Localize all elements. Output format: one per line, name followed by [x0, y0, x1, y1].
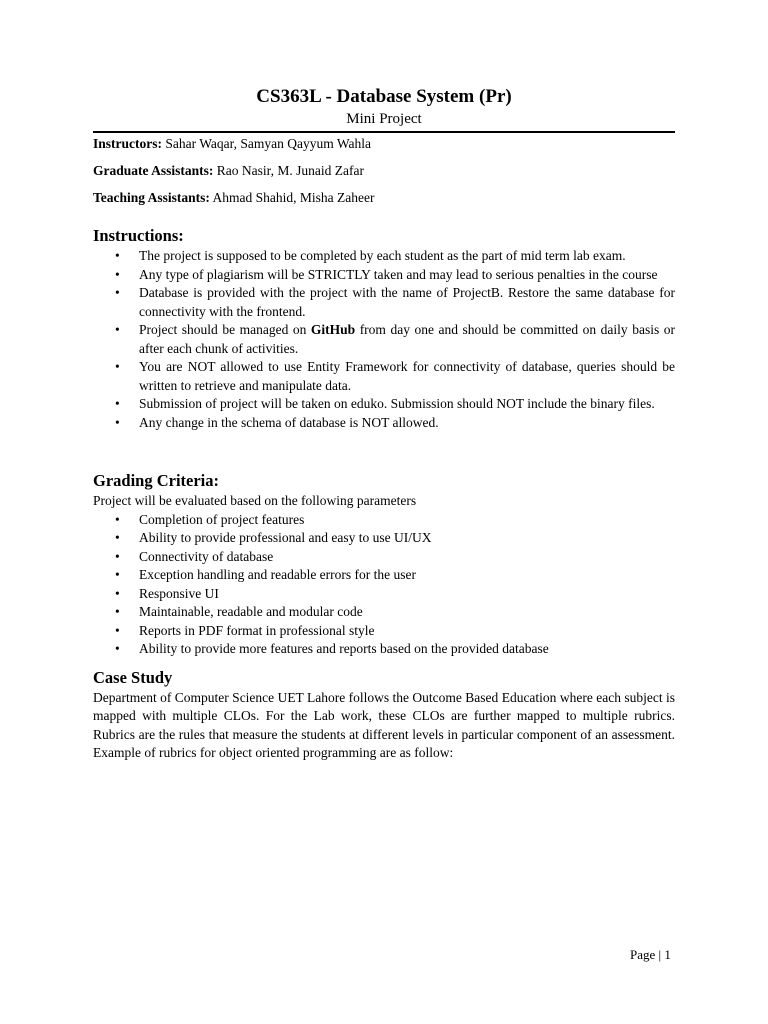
document-subtitle: Mini Project	[346, 111, 422, 127]
bullet-icon: •	[115, 622, 120, 638]
staff-section	[93, 135, 675, 207]
document-title: CS363L - Database System (Pr)	[256, 86, 512, 107]
page-number: Page | 1	[630, 947, 671, 962]
bullet-icon: •	[115, 548, 120, 564]
title-divider	[93, 131, 675, 133]
list-item: • Maintainable, readable and modular code	[93, 603, 675, 622]
graduate-assistants-value: Rao Nasir, M. Junaid Zafar	[213, 163, 364, 178]
list-item: • Connectivity of database	[93, 548, 675, 567]
graduate-assistants-line	[93, 162, 675, 180]
case-study-heading: Case Study	[93, 667, 173, 687]
github-emphasis: GitHub	[310, 322, 356, 337]
teaching-assistants-label: Teaching Assistants:	[93, 190, 210, 205]
list-item: • Completion of project features	[93, 511, 675, 530]
bullet-icon: •	[115, 604, 120, 619]
bullet-icon: •	[115, 511, 120, 527]
graduate-assistants-label: Graduate Assistants:	[93, 163, 214, 178]
instructions-list	[93, 247, 675, 432]
bullet-icon: •	[115, 266, 120, 282]
teaching-assistants-line	[93, 189, 675, 207]
instructors-label: Instructors:	[93, 136, 162, 151]
list-item: • Submission of project will be taken on eduko. Submission should NOT include the binary files.	[93, 395, 675, 414]
bullet-icon: •	[115, 359, 120, 374]
bullet-icon: •	[115, 585, 120, 601]
instructors-line	[93, 135, 675, 153]
case-study-body: Department of Computer Science UET Lahore follows the Outcome Based Education where each subject is mapped with multiple CLOs. For the Lab work, these CLOs are further mapped to multiple rubrics. Rubrics are the rules that measure the students at different levels in particular component of an assessment. Example of rubrics for object oriented programming are as follow:	[93, 689, 675, 760]
bullet-icon: •	[115, 285, 120, 300]
grading-intro: Project will be evaluated based on the following parameters	[93, 493, 417, 508]
list-item: • Any change in the schema of database is NOT allowed.	[93, 414, 675, 433]
bullet-icon: •	[115, 530, 120, 545]
grading-heading: Grading Criteria:	[93, 471, 220, 490]
bullet-icon: •	[115, 414, 120, 430]
instructions-heading: Instructions:	[93, 226, 184, 245]
teaching-assistants-value: Ahmad Shahid, Misha Zaheer	[209, 190, 375, 205]
list-item: • Ability to provide professional and easy to use UI/UX	[93, 529, 675, 548]
list-item: • You are NOT allowed to use Entity Framework for connectivity of database, queries should be written to retrieve and manipulate data.	[115, 359, 675, 393]
list-item: • Exception handling and readable errors for the user	[93, 566, 675, 585]
list-item: • Project should be managed on GitHub from day one and should be committed on daily basis or after each chunk of activities.	[115, 322, 675, 356]
bullet-icon: •	[115, 322, 120, 337]
bullet-icon: •	[115, 567, 120, 582]
list-item: • Database is provided with the project with the name of ProjectB. Restore the same database for connectivity with the frontend.	[115, 285, 675, 319]
list-item: • The project is supposed to be completed by each student as the part of mid term lab exam.	[93, 247, 675, 266]
instructors-value: Sahar Waqar, Samyan Qayyum Wahla	[162, 136, 371, 151]
list-item: • Any type of plagiarism will be STRICTLY taken and may lead to serious penalties in the course	[93, 266, 675, 285]
list-item: • Responsive UI	[93, 585, 675, 604]
document-page	[93, 85, 675, 763]
bullet-icon: •	[115, 396, 120, 411]
list-item: • Reports in PDF format in professional style	[93, 622, 675, 641]
grading-list	[93, 511, 675, 659]
bullet-icon: •	[115, 641, 120, 656]
list-item: • Ability to provide more features and reports based on the provided database	[93, 640, 675, 659]
bullet-icon: •	[115, 248, 120, 263]
